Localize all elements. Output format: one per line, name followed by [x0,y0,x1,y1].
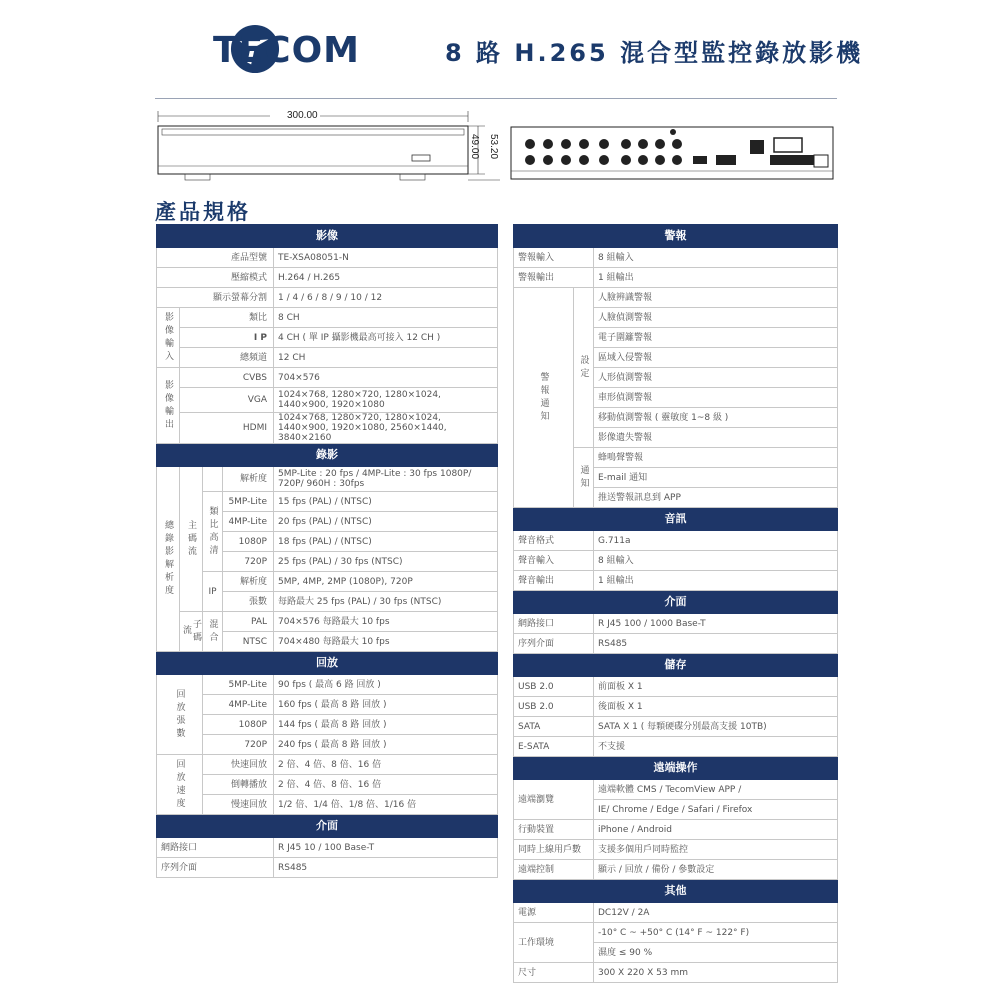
record-pal-value: 704×576 每路最大 10 fps [274,612,498,632]
browse-value-2: IE/ Chrome / Edge / Safari / Firefox [594,800,838,820]
width-dimension: 300.00 [287,110,318,121]
ip-label: I P [180,328,274,348]
model-label: 產品型號 [157,248,274,268]
alarm-out-value: 1 組輸出 [594,268,838,288]
audio-fmt-value: G.711a [594,531,838,551]
users-value: 支援多個用戶同時監控 [594,840,838,860]
record-res-value: 5MP-Lite : 20 fps / 4MP-Lite : 30 fps 1080P/ 720P/ 960H : 30fps [274,467,498,492]
sata-value: SATA X 1 ( 每顆硬碟分別最高支援 10TB) [594,717,838,737]
usb1-label: USB 2.0 [514,677,594,697]
split-value: 1 / 4 / 6 / 8 / 9 / 10 / 12 [274,288,498,308]
record-r4-label: 720P [223,552,274,572]
notify-item: E-mail 通知 [594,468,838,488]
record-ip-cnt-value: 每路最大 25 fps (PAL) / 30 fps (NTSC) [274,592,498,612]
audio-out-value: 1 組輸出 [594,571,838,591]
left-serial-value: RS485 [274,858,498,878]
record-ip-res-label: 解析度 [223,572,274,592]
right-serial-label: 序列介面 [514,634,594,654]
notify-item: 推送警報訊息到 APP [594,488,838,508]
usb1-value: 前面板 X 1 [594,677,838,697]
front-view-drawing [150,100,500,185]
record-r2-label: 4MP-Lite [223,512,274,532]
playback-s3-value: 1/2 倍、1/4 倍、1/8 倍、1/16 倍 [274,795,498,815]
playback-p2-label: 4MP-Lite [203,695,274,715]
record-r1-value: 15 fps (PAL) / (NTSC) [274,492,498,512]
remote-header: 遠端操作 [514,757,838,780]
audio-fmt-label: 聲音格式 [514,531,594,551]
video-header: 影像 [157,225,498,248]
record-r1-label: 5MP-Lite [223,492,274,512]
record-ip-cnt-label: 張數 [223,592,274,612]
record-ntsc-label: NTSC [223,632,274,652]
right-serial-value: RS485 [594,634,838,654]
right-interface-header: 介面 [514,591,838,614]
playback-s2-value: 2 倍、4 倍、8 倍、16 倍 [274,775,498,795]
cvbs-label: CVBS [180,368,274,388]
height-dimension-1: 49.00 [469,133,481,160]
record-res-label: 解析度 [223,467,274,492]
hdmi-value: 1024×768, 1280×720, 1280×1024, 1440×900, 1920×1080, 2560×1440, 3840×2160 [274,413,498,444]
video-output-group: 影像輸出 [157,368,180,444]
alarm-item: 區域入侵警報 [594,348,838,368]
hdmi-label: HDMI [180,413,274,444]
alarm-out-label: 警報輸出 [514,268,594,288]
esata-value: 不支援 [594,737,838,757]
record-sub-stream: 子碼流 [180,612,203,652]
height-dimension-2: 53.20 [488,133,500,160]
left-net-label: 網路接口 [157,838,274,858]
env-value-1: -10° C ~ +50° C (14° F ~ 122° F) [594,923,838,943]
playback-p1-label: 5MP-Lite [203,675,274,695]
record-r2-value: 20 fps (PAL) / (NTSC) [274,512,498,532]
power-label: 電源 [514,903,594,923]
record-pal-label: PAL [223,612,274,632]
env-value-2: 濕度 ≤ 90 % [594,943,838,963]
alarm-notify: 通知 [574,448,594,508]
record-group: 總錄影解析度 [157,467,180,652]
audio-out-label: 聲音輸出 [514,571,594,591]
usb2-value: 後面板 X 1 [594,697,838,717]
right-net-value: R J45 100 / 1000 Base-T [594,614,838,634]
spec-title: 產品規格 [155,200,251,224]
notify-item: 蜂鳴聲警報 [594,448,838,468]
playback-count-group: 回放張數 [157,675,203,755]
playback-p3-value: 144 fps ( 最高 8 路 回放 ) [274,715,498,735]
record-mix: 混合 [203,612,223,652]
sata-label: SATA [514,717,594,737]
page-title: 8 路 H.265 混合型監控錄放影機 [445,39,864,67]
playback-p4-label: 720P [203,735,274,755]
total-value: 12 CH [274,348,498,368]
playback-s1-value: 2 倍、4 倍、8 倍、16 倍 [274,755,498,775]
left-spec-table [156,224,498,878]
esata-label: E-SATA [514,737,594,757]
usb2-label: USB 2.0 [514,697,594,717]
cvbs-value: 704×576 [274,368,498,388]
control-label: 遠端控制 [514,860,594,880]
size-label: 尺寸 [514,963,594,983]
playback-p2-value: 160 fps ( 最高 8 路 回放 ) [274,695,498,715]
mobile-value: iPhone / Android [594,820,838,840]
playback-s3-label: 慢速回放 [203,795,274,815]
record-r4-value: 25 fps (PAL) / 30 fps (NTSC) [274,552,498,572]
ip-value: 4 CH ( 單 IP 攝影機最高可接入 12 CH ) [274,328,498,348]
playback-s1-label: 快速回放 [203,755,274,775]
power-value: DC12V / 2A [594,903,838,923]
video-input-group: 影像輸入 [157,308,180,368]
vga-label: VGA [180,388,274,413]
record-ntsc-value: 704×480 每路最大 10 fps [274,632,498,652]
size-value: 300 X 220 X 53 mm [594,963,838,983]
audio-in-label: 聲音輸入 [514,551,594,571]
storage-header: 儲存 [514,654,838,677]
record-ip-res-value: 5MP, 4MP, 2MP (1080P), 720P [274,572,498,592]
alarm-item: 移動偵測警報 ( 靈敏度 1~8 級 ) [594,408,838,428]
browse-label: 遠端瀏覽 [514,780,594,820]
alarm-item: 人臉偵測警報 [594,308,838,328]
audio-in-value: 8 組輸入 [594,551,838,571]
playback-header: 回放 [157,652,498,675]
brand-name: TECOM [213,30,360,71]
vga-value: 1024×768, 1280×720, 1280×1024, 1440×900, 1920×1080 [274,388,498,413]
alarm-item: 人臉辨識警報 [594,288,838,308]
alarm-item: 影像遺失警報 [594,428,838,448]
playback-speed-group: 回放速度 [157,755,203,815]
playback-s2-label: 倒轉播放 [203,775,274,795]
alarm-setting: 設定 [574,288,594,448]
alarm-group: 警報通知 [514,288,574,508]
compress-label: 壓縮模式 [157,268,274,288]
playback-p1-value: 90 fps ( 最高 6 路 回放 ) [274,675,498,695]
right-net-label: 網路接口 [514,614,594,634]
users-label: 同時上線用戶數 [514,840,594,860]
alarm-header: 警報 [514,225,838,248]
record-header: 錄影 [157,444,498,467]
mobile-label: 行動裝置 [514,820,594,840]
left-interface-header: 介面 [157,815,498,838]
model-value: TE-XSA08051-N [274,248,498,268]
compress-value: H.264 / H.265 [274,268,498,288]
audio-header: 音訊 [514,508,838,531]
split-label: 顯示螢幕分割 [157,288,274,308]
playback-p4-value: 240 fps ( 最高 8 路 回放 ) [274,735,498,755]
alarm-item: 人形偵測警報 [594,368,838,388]
total-label: 總頻道 [180,348,274,368]
right-spec-table [513,224,838,983]
alarm-item: 電子圍籬警報 [594,328,838,348]
header-divider [155,98,837,99]
left-net-value: R J45 10 / 100 Base-T [274,838,498,858]
env-label: 工作環境 [514,923,594,963]
analog-label: 類比 [180,308,274,328]
record-r3-label: 1080P [223,532,274,552]
alarm-in-value: 8 組輸入 [594,248,838,268]
record-ip: IP [203,572,223,612]
control-value: 顯示 / 回放 / 備份 / 參數設定 [594,860,838,880]
alarm-in-label: 警報輸入 [514,248,594,268]
record-analog-hd: 類比高清 [203,492,223,572]
playback-p3-label: 1080P [203,715,274,735]
record-r3-value: 18 fps (PAL) / (NTSC) [274,532,498,552]
alarm-item: 車形偵測警報 [594,388,838,408]
record-main-stream: 主碼流 [180,467,203,612]
analog-value: 8 CH [274,308,498,328]
other-header: 其他 [514,880,838,903]
left-serial-label: 序列介面 [157,858,274,878]
browse-value-1: 遠端軟體 CMS / TecomView APP / [594,780,838,800]
rear-view-drawing [508,122,838,184]
